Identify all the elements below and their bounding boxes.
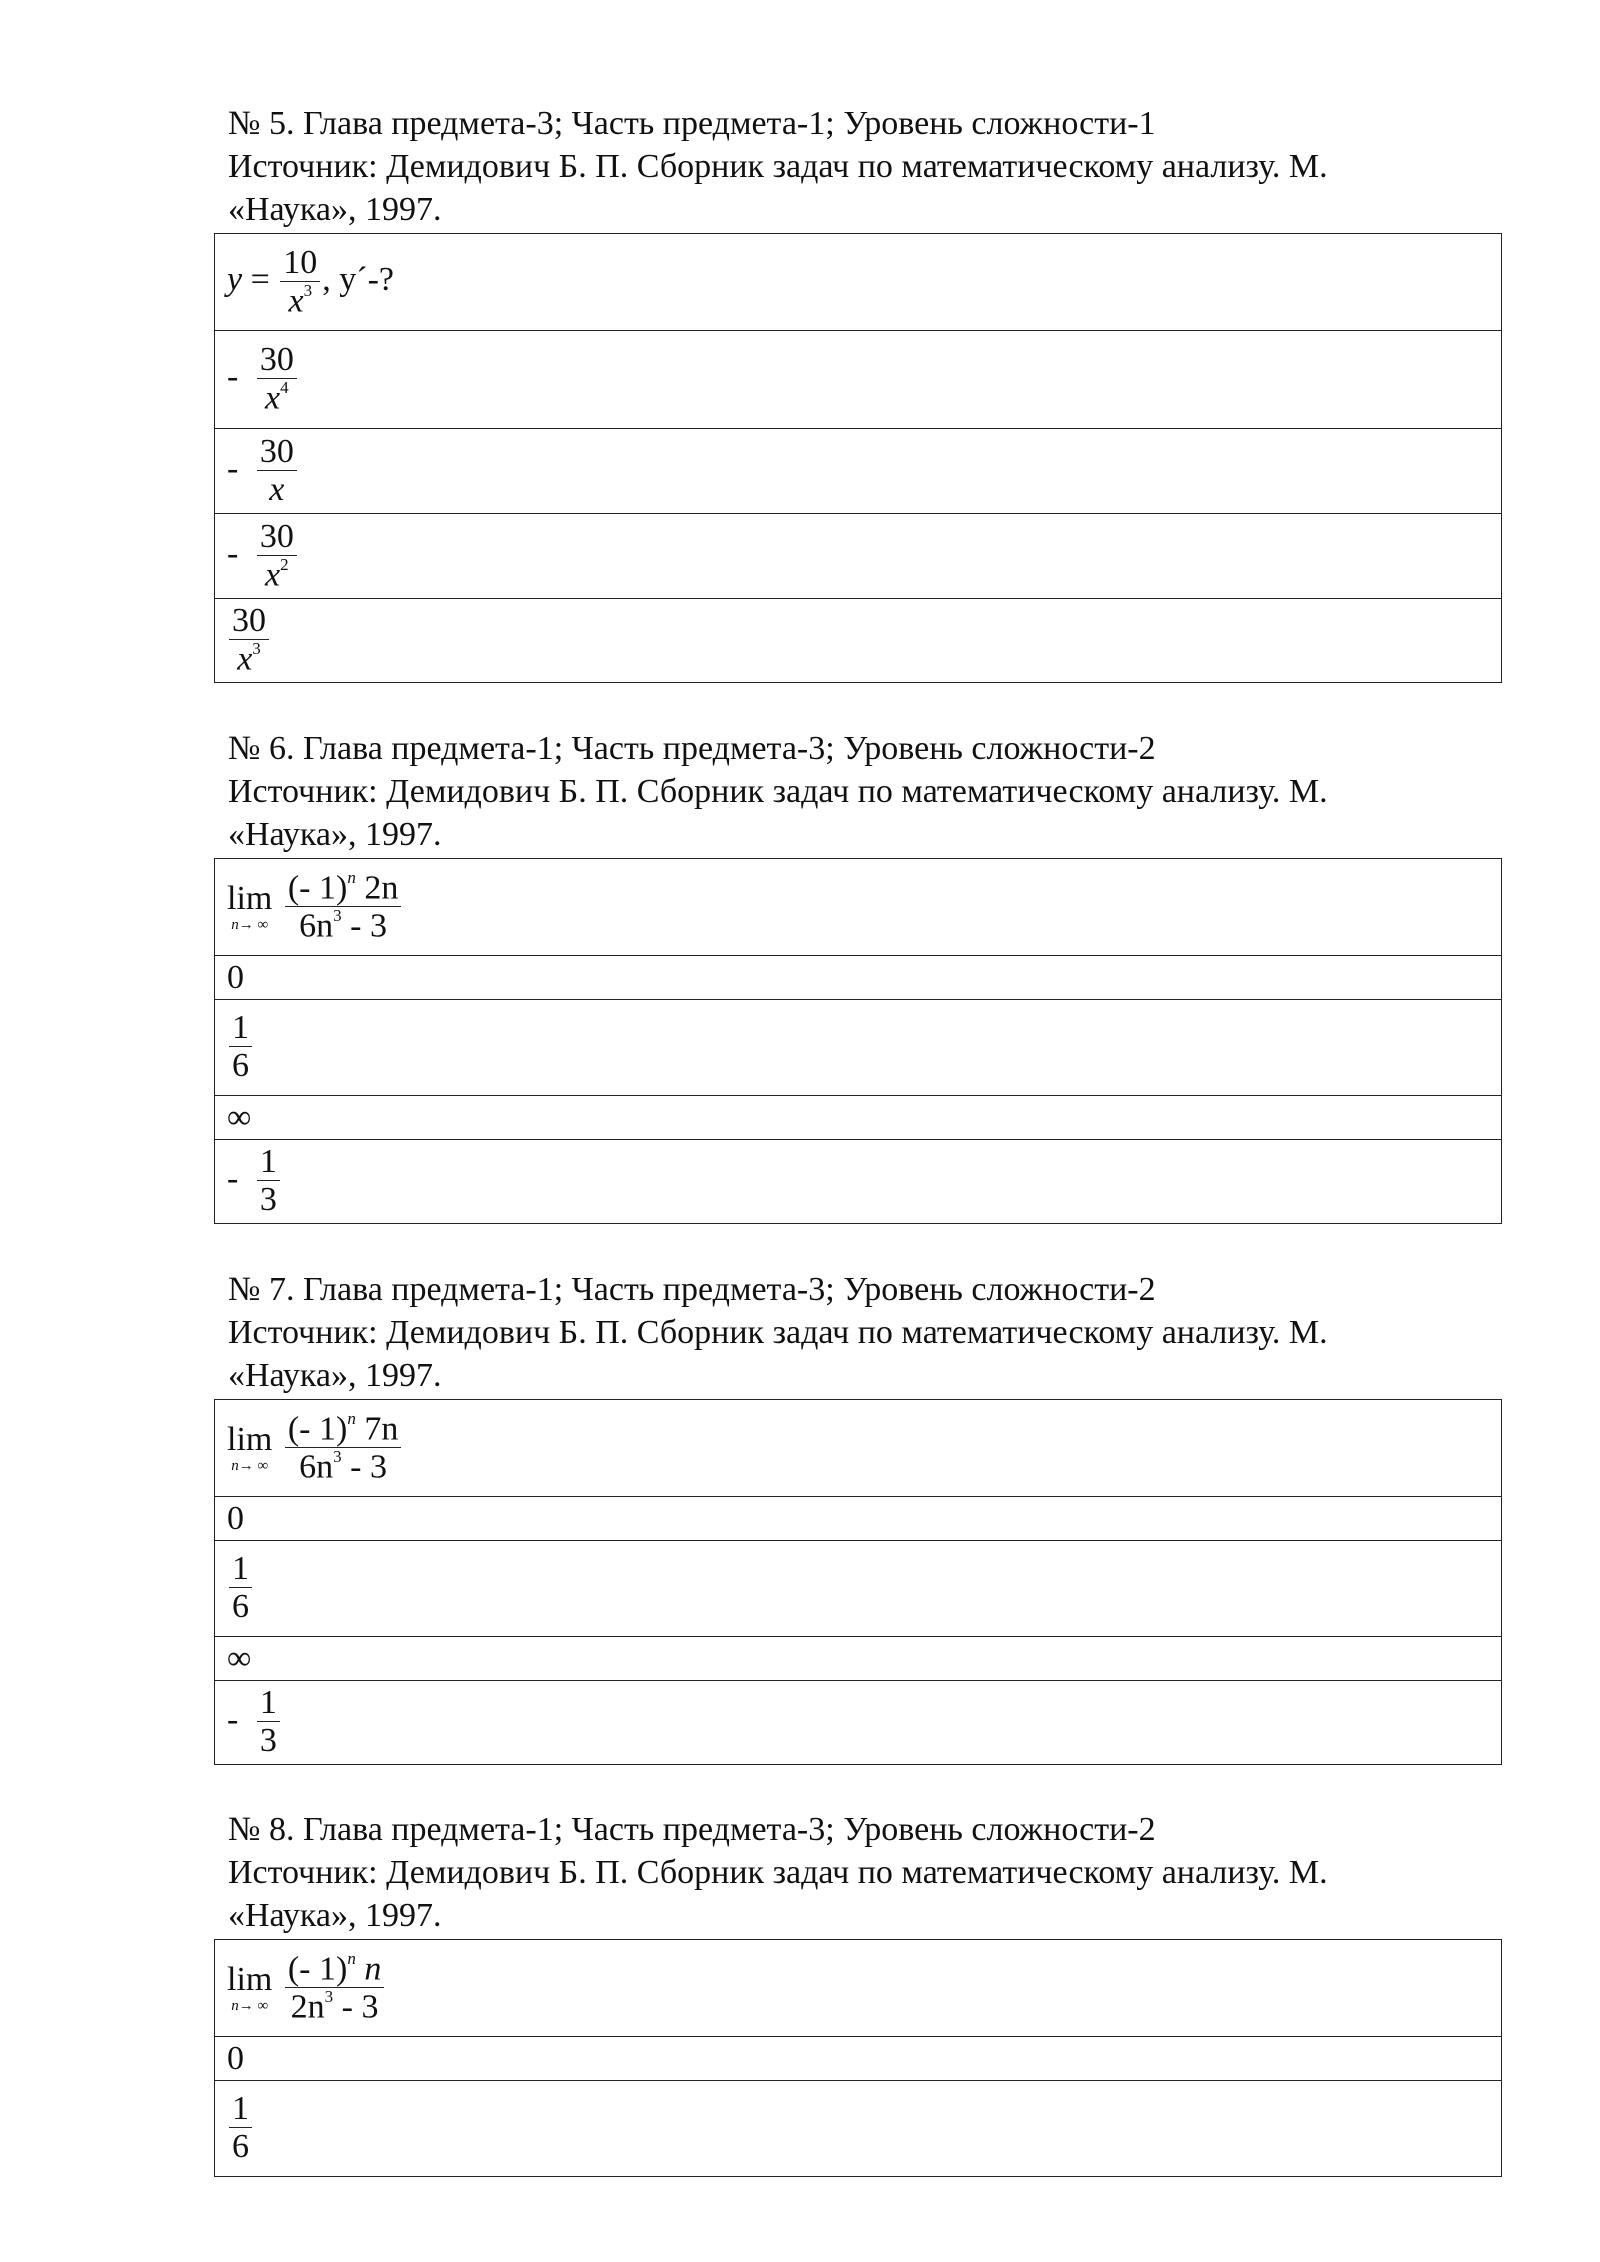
- answer-row[interactable]: [215, 331, 1502, 429]
- denominator-exponent: 3: [333, 1447, 342, 1467]
- numerator-base: (- 1): [287, 1950, 348, 1988]
- denominator-coef: 2n: [290, 1988, 325, 2026]
- answer-table: [214, 858, 1502, 1224]
- problem-header: [228, 1268, 1504, 1397]
- fraction-exponent: 2: [280, 554, 289, 574]
- fraction-denominator-var: x: [288, 281, 304, 319]
- answer-cell[interactable]: ∞: [215, 1637, 1502, 1681]
- fraction-numerator: 1: [229, 1551, 252, 1588]
- answer-fraction: [257, 342, 297, 416]
- limit-subscript: n→ ∞: [231, 1998, 269, 2015]
- answer-cell[interactable]: 0: [215, 1497, 1502, 1541]
- fraction-numerator: 30: [229, 603, 269, 640]
- formula-tail: , y´-?: [322, 260, 395, 298]
- problem-source: Источник: Демидович Б. П. Сборник задач по математическому анализу. М.: [228, 148, 1328, 185]
- limit-label: lim: [227, 1421, 273, 1459]
- numerator-exponent: n: [347, 868, 356, 888]
- problem-title: № 8. Глава предмета-1; Часть предмета-3; Уровень сложности-2: [228, 1811, 1156, 1848]
- limit-operator: [227, 1961, 272, 2014]
- answer-table: [214, 233, 1502, 683]
- formula-fraction: [285, 1410, 401, 1486]
- answer-cell[interactable]: [215, 429, 1502, 514]
- fraction-denominator-var: x: [265, 379, 281, 417]
- answer-cell[interactable]: [215, 1681, 1502, 1765]
- answer-row[interactable]: [215, 2081, 1502, 2177]
- answer-sign: -: [227, 1701, 239, 1739]
- fraction-denominator-var: x: [237, 640, 253, 678]
- fraction-denominator: 6: [232, 2128, 249, 2166]
- limit-operator: [227, 1421, 272, 1474]
- answer-fraction: [229, 1551, 252, 1625]
- fraction-numerator: 1: [229, 1010, 252, 1047]
- question-cell: [215, 859, 1502, 956]
- question-row: [215, 859, 1502, 956]
- answer-row[interactable]: [215, 514, 1502, 599]
- fraction-exponent: 4: [280, 378, 289, 397]
- fraction-numerator: 1: [229, 2091, 252, 2128]
- answer-fraction: [229, 603, 269, 677]
- question-row: [215, 234, 1502, 331]
- formula-var: y: [227, 260, 243, 298]
- numerator-tail: 2n: [364, 869, 399, 907]
- fraction-denominator: 3: [259, 1722, 277, 1760]
- answer-fraction: [257, 1685, 280, 1759]
- answer-cell[interactable]: [215, 1140, 1502, 1224]
- fraction-denominator: 6: [232, 1047, 249, 1085]
- limit-subscript: n→ ∞: [231, 917, 269, 934]
- numerator-exponent: n: [347, 1949, 356, 1969]
- fraction-exponent: 3: [252, 639, 261, 658]
- answer-fraction: [229, 2091, 252, 2165]
- problem-6: [214, 727, 1504, 1224]
- denominator-coef: 6n: [299, 907, 334, 945]
- problem-source-cont: «Наука», 1997.: [228, 1897, 442, 1934]
- answer-cell[interactable]: [215, 599, 1502, 683]
- fraction-exponent: 3: [303, 280, 313, 300]
- problem-source: Источник: Демидович Б. П. Сборник задач по математическому анализу. М.: [228, 1314, 1328, 1351]
- fraction-numerator: 30: [257, 519, 297, 556]
- answer-cell[interactable]: [215, 514, 1502, 599]
- answer-fraction: [257, 1144, 280, 1218]
- problem-title: № 7. Глава предмета-1; Часть предмета-3; Уровень сложности-2: [228, 1271, 1156, 1308]
- problem-5: [214, 102, 1504, 683]
- problem-8: [214, 1808, 1504, 2177]
- problem-7: [214, 1268, 1504, 1765]
- numerator-exponent: n: [347, 1409, 356, 1429]
- denominator-tail: - 3: [350, 1448, 387, 1486]
- problem-source-cont: «Наука», 1997.: [228, 1357, 442, 1394]
- answer-row[interactable]: [215, 1497, 1502, 1541]
- fraction-denominator: 3: [259, 1181, 277, 1219]
- problem-source-cont: «Наука», 1997.: [228, 191, 442, 228]
- numerator-tail: 7n: [364, 1410, 399, 1448]
- answer-table: [214, 1939, 1502, 2177]
- problem-title: № 5. Глава предмета-3; Часть предмета-1; Уровень сложности-1: [228, 105, 1156, 142]
- fraction-denominator: 6: [232, 1588, 249, 1626]
- formula-eq: =: [250, 260, 270, 298]
- answer-row[interactable]: [215, 1681, 1502, 1765]
- question-cell: [215, 1940, 1502, 2037]
- problem-title: № 6. Глава предмета-1; Часть предмета-3; Уровень сложности-2: [228, 730, 1156, 767]
- answer-cell[interactable]: [215, 1000, 1502, 1096]
- answer-cell[interactable]: [215, 1541, 1502, 1637]
- problem-source: Источник: Демидович Б. П. Сборник задач по математическому анализу. М.: [228, 1854, 1328, 1891]
- answer-sign: -: [227, 534, 239, 572]
- limit-label: lim: [227, 1961, 273, 1999]
- formula-fraction: [285, 869, 401, 945]
- denominator-tail: - 3: [350, 907, 387, 945]
- answer-sign: -: [227, 358, 239, 396]
- answer-fraction: [257, 519, 297, 593]
- fraction-denominator-var: x: [269, 470, 285, 508]
- answer-row[interactable]: [215, 429, 1502, 514]
- answer-row[interactable]: [215, 1000, 1502, 1096]
- numerator-base: (- 1): [287, 1410, 348, 1448]
- limit-operator: [227, 880, 272, 933]
- fraction-numerator: 10: [280, 245, 320, 282]
- answer-fraction: [229, 1010, 252, 1084]
- denominator-exponent: 3: [324, 1987, 334, 2007]
- limit-label: lim: [227, 880, 273, 918]
- answer-row[interactable]: [215, 1541, 1502, 1637]
- question-cell: [215, 1400, 1502, 1497]
- denominator-exponent: 3: [333, 906, 342, 926]
- problem-source-cont: «Наука», 1997.: [228, 816, 442, 853]
- answer-cell[interactable]: [215, 331, 1502, 429]
- answer-row[interactable]: [215, 1140, 1502, 1224]
- question-row: [215, 1400, 1502, 1497]
- answer-cell[interactable]: ∞: [215, 1096, 1502, 1140]
- answer-row[interactable]: [215, 2037, 1502, 2081]
- answer-table: [214, 1399, 1502, 1765]
- fraction-numerator: 1: [257, 1144, 280, 1181]
- numerator-tail: n: [364, 1950, 382, 1988]
- problem-header: [228, 1808, 1504, 1937]
- fraction-numerator: 30: [257, 434, 297, 471]
- numerator-base: (- 1): [287, 869, 348, 907]
- answer-row[interactable]: [215, 599, 1502, 683]
- fraction-denominator-var: x: [265, 555, 281, 593]
- limit-subscript: n→ ∞: [231, 1458, 269, 1475]
- fraction-numerator: 1: [257, 1685, 280, 1722]
- answer-cell[interactable]: [215, 2081, 1502, 2177]
- denominator-tail: - 3: [341, 1988, 379, 2026]
- fraction-numerator: 30: [257, 342, 297, 379]
- question-cell: [215, 234, 1502, 331]
- answer-row[interactable]: [215, 1096, 1502, 1140]
- answer-row[interactable]: [215, 1637, 1502, 1681]
- problem-header: [228, 727, 1504, 856]
- answer-sign: -: [227, 449, 239, 487]
- answer-fraction: [257, 434, 297, 508]
- answer-row[interactable]: [215, 956, 1502, 1000]
- problem-source: Источник: Демидович Б. П. Сборник задач по математическому анализу. М.: [228, 773, 1328, 810]
- formula-fraction: [285, 1950, 384, 2026]
- answer-cell[interactable]: 0: [215, 956, 1502, 1000]
- question-row: [215, 1940, 1502, 2037]
- formula-fraction: [280, 245, 320, 319]
- answer-sign: -: [227, 1160, 239, 1198]
- problem-header: [228, 102, 1504, 231]
- answer-cell[interactable]: 0: [215, 2037, 1502, 2081]
- denominator-coef: 6n: [299, 1448, 334, 1486]
